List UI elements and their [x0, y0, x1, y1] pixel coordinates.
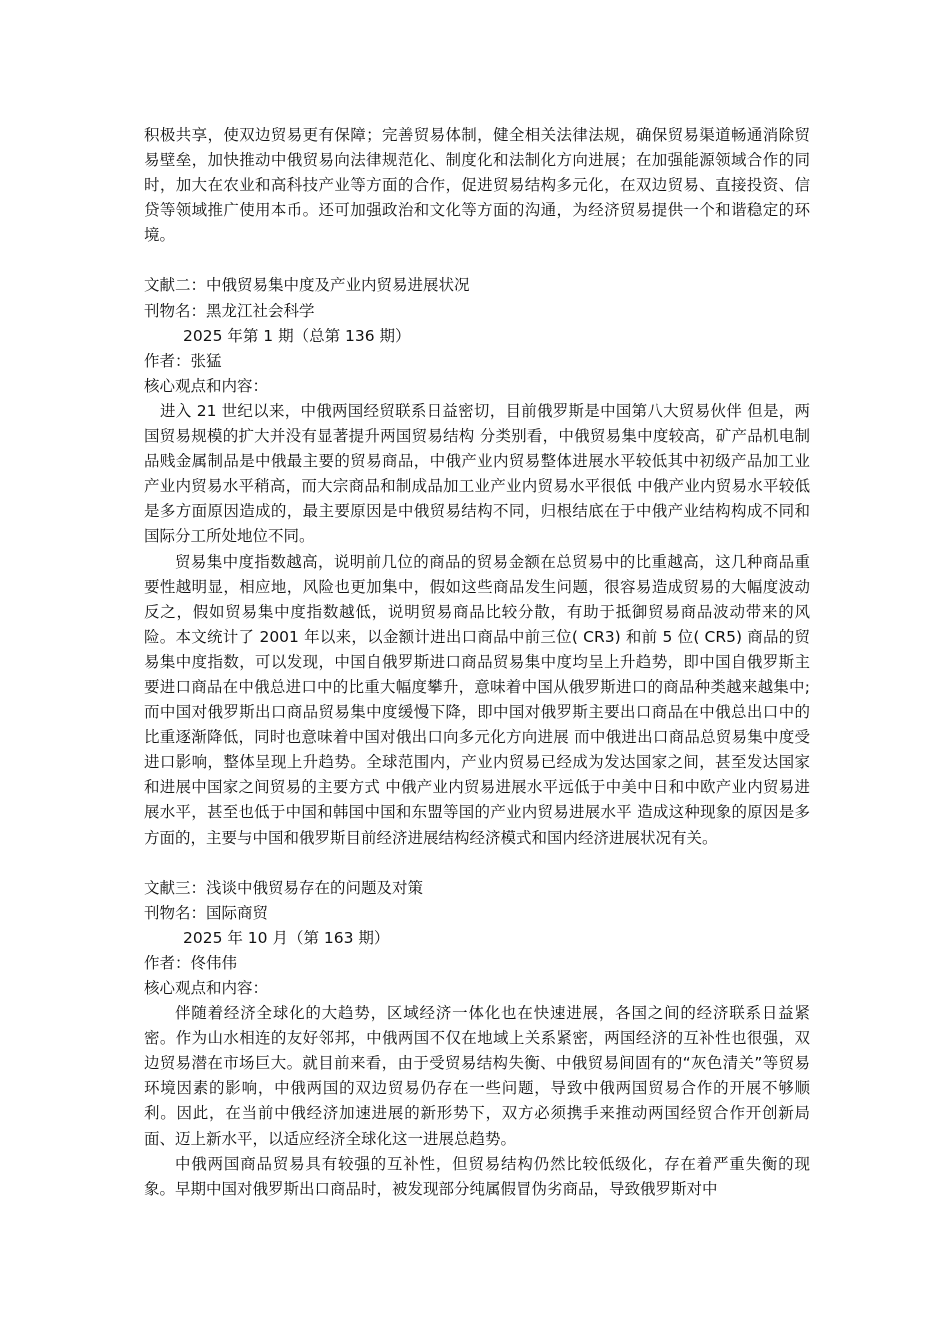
literature-2-title: 文献二：中俄贸易集中度及产业内贸易进展状况: [144, 276, 470, 295]
literature-2-author: 作者：张猛: [144, 351, 222, 370]
literature-2-paragraph: 进入 21 世纪以来，中俄两国经贸联系日益密切，目前俄罗斯是中国第八大贸易伙伴 但是，两国贸易规模的扩大并没有显著提升两国贸易结构 分类别看，中俄贸易集中度较高，矿产品机电制品贱金属制品是中俄最主要的贸易商品，中俄产业内贸易整体进展水平较低其中初级产品加工业产业内贸易水平稍高，而大宗商品和制成品加工业产业内贸易水平很低 中俄产业内贸易水平较低是多方面原因造成的，最主要原因是中俄贸易结构不同，归根结底在于中俄产业结构构成不同和国际分工所处地位不同。: [144, 401, 810, 546]
literature-3-paragraph: 伴随着经济全球化的大趋势，区域经济一体化也在快速进展，各国之间的经济联系日益紧密。作为山水相连的友好邻邦，中俄两国不仅在地域上关系紧密，两国经济的互补性也很强，双边贸易潜在市场巨大。就目前来看，由于受贸易结构失衡、中俄贸易间固有的“灰色清关”等贸易环境因素的影响，中俄两国的双边贸易仍存在一些问题，导致中俄两国贸易合作的开展不够顺利。因此，在当前中俄经济加速进展的新形势下，双方必须携手来推动两国经贸合作开创新局面、迈上新水平，以适应经济全球化这一进展总趋势。: [144, 1004, 810, 1148]
literature-3-section: [144, 876, 810, 1202]
literature-3-core-label: 核心观点和内容：: [144, 979, 269, 997]
literature-3-journal: 刊物名：国际商贸: [144, 903, 269, 922]
literature-3-issue: 2025 年 10 月（第 163 期）: [183, 928, 390, 947]
literature-2-issue: 2025 年第 1 期（总第 136 期）: [183, 326, 411, 345]
literature-3-author: 作者：佟伟伟: [144, 953, 238, 972]
section-spacer: [144, 851, 810, 876]
section-spacer: [144, 248, 810, 273]
literature-2-paragraph: 贸易集中度指数越高，说明前几位的商品的贸易金额在总贸易中的比重越高，这几种商品重要性越明显，相应地，风险也更加集中，假如这些商品发生问题，很容易造成贸易的大幅度波动 反之，假如贸易集中度指数越低，说明贸易商品比较分散，有助于抵御贸易商品波动带来的风险。本文统计了 2001 年以来，以金额计进出口商品中前三位( CR3) 和前 5 位( CR5) 商品的贸易集中度指数，可以发现，中国自俄罗斯进口商品贸易集中度均呈上升趋势，即中国自俄罗斯主要进口商品在中俄总进口中的比重大幅度攀升，意味着中国从俄罗斯进口的商品种类越来越集中;而中国对俄罗斯出口商品贸易集中度缓慢下降，即中国对俄罗斯主要出口商品在中俄总出口中的比重逐渐降低，同时也意味着中国对俄出口向多元化方向进展 而中俄进出口商品总贸易集中度受进口影响，整体呈现上升趋势。全球范围内，产业内贸易已经成为发达国家之间，甚至发达国家和进展中国家之间贸易的主要方式 中俄产业内贸易进展水平远低于中美中日和中欧产业内贸易进展水平，甚至也低于中国和韩国中国和东盟等国的产业内贸易进展水平 造成这种现象的原因是多方面的，主要与中国和俄罗斯目前经济进展结构经济模式和国内经济进展状况有关。: [144, 552, 810, 847]
literature-2-section: [144, 273, 810, 850]
literature-2-journal: 刊物名：黑龙江社会科学: [144, 301, 315, 320]
literature-2-core-label: 核心观点和内容：: [144, 376, 269, 395]
intro-paragraph: 积极共享，使双边贸易更有保障；完善贸易体制，健全相关法律法规，确保贸易渠道畅通消除贸易壁垒，加快推动中俄贸易向法律规范化、制度化和法制化方向进展；在加强能源领域合作的同时，加大在农业和高科技产业等方面的合作，促进贸易结构多元化，在双边贸易、直接投资、信贷等领域推广使用本币。还可加强政治和文化等方面的沟通，为经济贸易提供一个和谐稳定的环境。: [144, 126, 810, 245]
literature-3-paragraph: 中俄两国商品贸易具有较强的互补性，但贸易结构仍然比较低级化，存在着严重失衡的现象。早期中国对俄罗斯出口商品时，被发现部分纯属假冒伪劣商品，导致俄罗斯对中: [144, 1154, 810, 1198]
document-page: [144, 123, 810, 1202]
literature-3-title: 文献三：浅谈中俄贸易存在的问题及对策: [144, 878, 424, 897]
